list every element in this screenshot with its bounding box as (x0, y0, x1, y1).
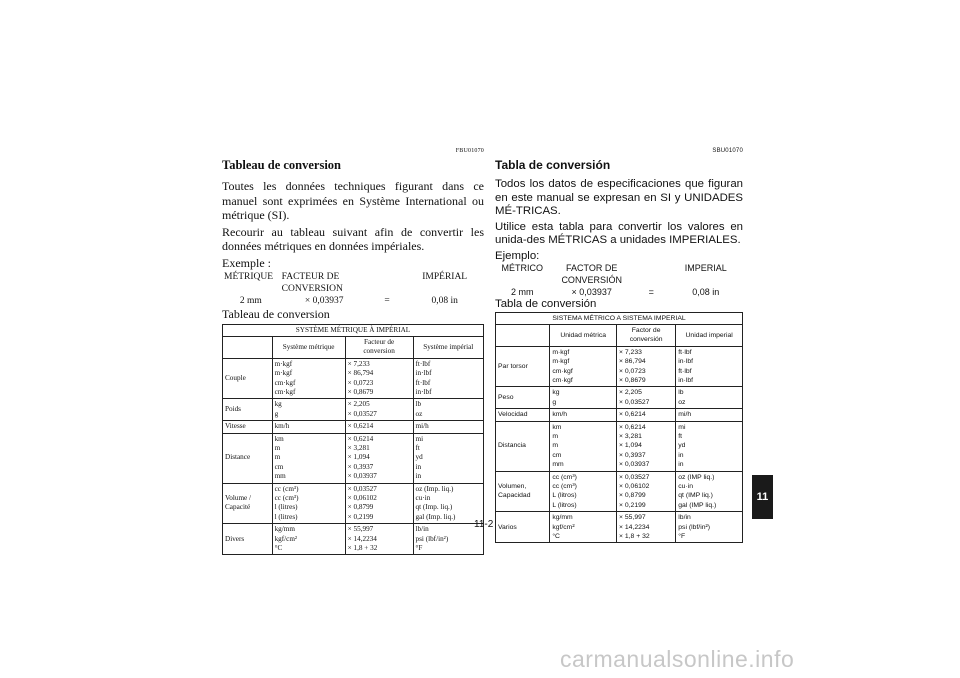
cell-unit: Peso (496, 387, 550, 409)
example-header: MÉTRICO (501, 262, 544, 273)
table-title: SISTEMA MÉTRICO A SISTEMA IMPERIAL (496, 312, 743, 324)
table-row (496, 512, 743, 543)
intro-paragraph: Recourir au tableau suivant afin de convertir les données métriques en données impériales. (222, 224, 484, 253)
example-header: FACTEUR DE CONVERSION (281, 271, 343, 294)
conversion-table (222, 324, 484, 556)
intro-paragraph: Todos los datos de especificaciones que figuran en este manual se expresan en SI y UNIDADES MÉ-TRICAS. (495, 178, 743, 217)
column-header: Unidad imperial (676, 324, 743, 346)
section-title: Tabla de conversión (495, 158, 611, 172)
table-row (223, 421, 484, 433)
example-value: 2 mm (511, 286, 534, 297)
cell-unit: Volume / Capacité (223, 483, 273, 524)
column-header: Système métrique (272, 336, 345, 358)
cell-factor: × 55,997 × 14,2234 × 1,8 + 32 (617, 512, 676, 543)
cell-imperial: mi/h (676, 409, 743, 421)
table-row (496, 409, 743, 421)
table-row (496, 471, 743, 512)
cell-unit: Par torsor (496, 346, 550, 387)
table-title: SYSTÈME MÉTRIQUE À IMPÉRIAL (223, 324, 484, 336)
cell-imperial: lb oz (413, 399, 483, 421)
table-row (496, 346, 743, 387)
column-header: Unidad métrica (550, 324, 617, 346)
cell-factor: × 0,6214 (345, 421, 413, 433)
example-heading: Ejemplo: (495, 249, 540, 262)
cell-metric: m·kgf m·kgf cm·kgf cm·kgf (550, 346, 617, 387)
cell-unit: Varios (496, 512, 550, 543)
cell-unit: Distance (223, 433, 273, 483)
table-row (496, 421, 743, 471)
cell-metric: kg g (550, 387, 617, 409)
table-row (223, 358, 484, 399)
cell-factor: × 0,6214 × 3,281 × 1,094 × 0,3937 × 0,03937 (345, 433, 413, 483)
table-row (223, 524, 484, 555)
section-title: Tableau de conversion (222, 158, 342, 172)
cell-metric: kg/mm kgf/cm² °C (272, 524, 345, 555)
cell-metric: km/h (550, 409, 617, 421)
column-header: Système impérial (413, 336, 483, 358)
cell-factor: × 0,03527 × 0,06102 × 0,8799 × 0,2199 (345, 483, 413, 524)
example-header: MÉTRIQUE (224, 271, 274, 282)
column-header: Factor de conversión (617, 324, 676, 346)
cell-metric: km m m cm mm (272, 433, 345, 483)
cell-factor: × 0,6214 (617, 409, 676, 421)
cell-imperial: ft·lbf in·lbf ft·lbf in·lbf (676, 346, 743, 387)
example-header: FACTOR DE CONVERSIÓN (561, 262, 622, 285)
cell-metric: kg g (272, 399, 345, 421)
section-code: SBU01070 (712, 148, 743, 154)
example-header: IMPÉRIAL (422, 271, 468, 282)
example-value: × 0,03937 (571, 286, 612, 297)
chapter-tab: 11 (752, 475, 773, 519)
cell-unit: Vitesse (223, 421, 273, 433)
cell-metric: kg/mm kgf/cm² °C (550, 512, 617, 543)
conversion-table (495, 312, 743, 544)
table-row (223, 433, 484, 483)
example-header: IMPERIAL (684, 262, 727, 273)
example-table (222, 271, 484, 307)
cell-factor: × 0,6214 × 3,281 × 1,094 × 0,3937 × 0,03937 (617, 421, 676, 471)
example-value: × 0,03937 (304, 295, 344, 306)
example-table (495, 262, 743, 298)
cell-imperial: mi ft yd in in (676, 421, 743, 471)
cell-imperial: oz (Imp. liq.) cu·in qt (Imp. liq.) gal (Imp. liq.) (413, 483, 483, 524)
example-heading: Exemple : (222, 255, 271, 270)
page-number: 11-2 (474, 519, 494, 530)
cell-factor: × 7,233 × 86,794 × 0,0723 × 0,8679 (617, 346, 676, 387)
cell-factor: × 2,205 × 0,03527 (345, 399, 413, 421)
cell-imperial: oz (IMP liq.) cu·in qt (IMP liq.) gal (IMP liq.) (676, 471, 743, 512)
column-header: Facteur de conversion (345, 336, 413, 358)
cell-imperial: mi ft yd in in (413, 433, 483, 483)
cell-metric: m·kgf m·kgf cm·kgf cm·kgf (272, 358, 345, 399)
spanish-column (495, 148, 743, 543)
cell-imperial: ft·lbf in·lbf ft·lbf in·lbf (413, 358, 483, 399)
intro-paragraph: Toutes les données techniques figurant dans ce manuel sont exprimées en Système International ou métrique (SI). (222, 179, 484, 222)
cell-imperial: lb/in psi (lbf/in²) °F (676, 512, 743, 543)
cell-factor: × 7,233 × 86,794 × 0,0723 × 0,8679 (345, 358, 413, 399)
example-value: 0,08 in (431, 295, 458, 306)
cell-unit: Velocidad (496, 409, 550, 421)
intro-paragraph: Utilice esta tabla para convertir los valores en unida-des MÉTRICAS a unidades IMPERIALES. (495, 220, 743, 246)
cell-unit: Volumen, Capacidad (496, 471, 550, 512)
cell-unit: Couple (223, 358, 273, 399)
table-row (223, 483, 484, 524)
table-row (496, 387, 743, 409)
french-column (222, 148, 484, 555)
example-equals: = (384, 295, 390, 306)
cell-factor: × 0,03527 × 0,06102 × 0,8799 × 0,2199 (617, 471, 676, 512)
cell-metric: cc (cm³) cc (cm³) l (litres) l (litres) (272, 483, 345, 524)
table-heading: Tableau de conversion (222, 306, 330, 321)
cell-imperial: lb/in psi (lbf/in²) °F (413, 524, 483, 555)
cell-unit: Divers (223, 524, 273, 555)
example-value: 0,08 in (692, 286, 720, 297)
cell-metric: km m m cm mm (550, 421, 617, 471)
cell-factor: × 55,997 × 14,2234 × 1,8 + 32 (345, 524, 413, 555)
cell-metric: cc (cm³) cc (cm³) L (litros) L (litros) (550, 471, 617, 512)
cell-imperial: lb oz (676, 387, 743, 409)
cell-unit: Distancia (496, 421, 550, 471)
watermark: carmanualsonline.info (560, 646, 795, 672)
cell-metric: km/h (272, 421, 345, 433)
cell-factor: × 2,205 × 0,03527 (617, 387, 676, 409)
table-row (223, 399, 484, 421)
cell-unit: Poids (223, 399, 273, 421)
table-heading: Tabla de conversión (495, 297, 597, 310)
cell-imperial: mi/h (413, 421, 483, 433)
example-value: 2 mm (239, 295, 262, 306)
section-code: FBU01070 (455, 148, 484, 154)
example-equals: = (648, 286, 654, 297)
